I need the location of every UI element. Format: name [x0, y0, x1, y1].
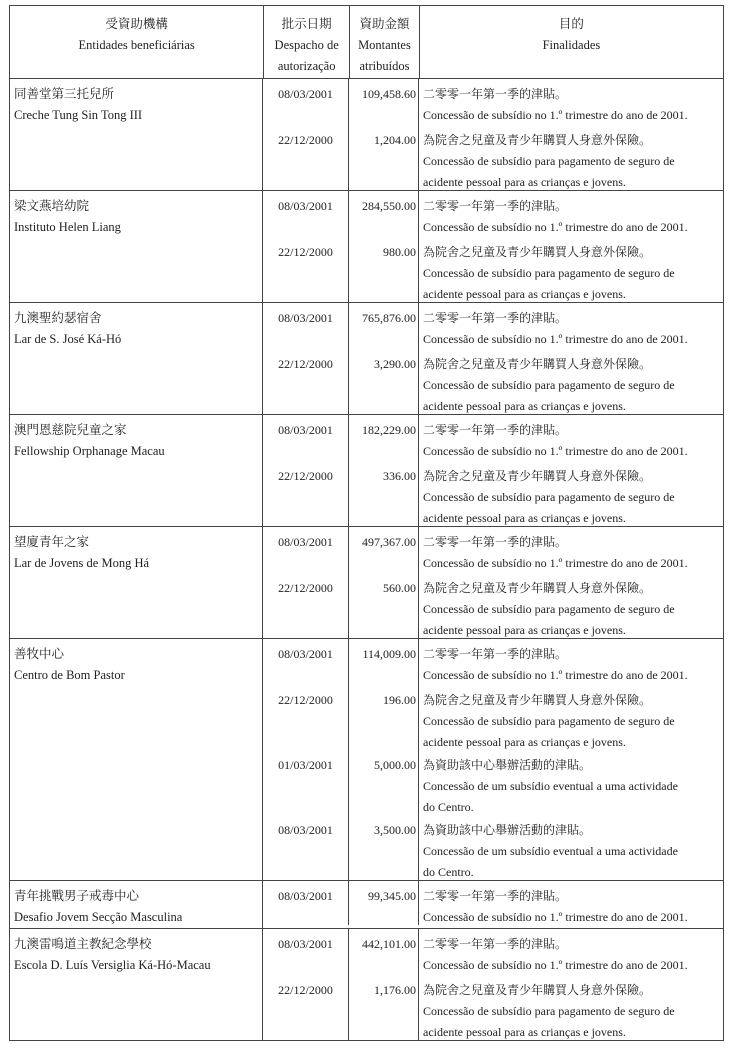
- entity-name-zh: 善牧中心: [14, 647, 65, 661]
- amount-value: 109,458.60: [349, 79, 419, 125]
- purpose-line: acidente pessoal para as crianças e jovens.: [423, 175, 626, 189]
- purpose-line: do Centro.: [423, 800, 474, 814]
- entity-name-zh: 青年挑戰男子戒毒中心: [14, 889, 140, 903]
- purpose-text: [419, 815, 723, 880]
- subsidy-table: [9, 5, 724, 1041]
- dispatch-date: 08/03/2001: [263, 191, 349, 237]
- amount-value: 3,500.00: [349, 815, 419, 880]
- purpose-line: 二零零一年第一季的津貼。: [423, 889, 568, 903]
- purpose-text: [419, 237, 723, 302]
- purpose-text: [419, 79, 723, 125]
- amount-value: 196.00: [349, 685, 419, 750]
- purpose-line: acidente pessoal para as crianças e jovens.: [423, 287, 626, 301]
- entity-name-pt: Escola D. Luís Versiglia Ká-Hó-Macau: [14, 958, 211, 972]
- purpose-line: Concessão de subsídio no 1.º trimestre do ano de 2001.: [423, 668, 688, 682]
- entity-group: [10, 929, 723, 1041]
- purpose-text: [419, 975, 723, 1041]
- dispatch-date: 08/03/2001: [263, 639, 349, 685]
- purpose-line: acidente pessoal para as crianças e jovens.: [423, 399, 626, 413]
- table-row: [263, 191, 723, 237]
- purpose-line: Concessão de subsídio no 1.º trimestre do ano de 2001.: [423, 444, 688, 458]
- purpose-line: Concessão de subsídio para pagamento de seguro de: [423, 1004, 675, 1018]
- purpose-line: acidente pessoal para as crianças e jovens.: [423, 1025, 626, 1039]
- purpose-line: Concessão de subsídio no 1.º trimestre do ano de 2001.: [423, 220, 688, 234]
- purpose-line: 二零零一年第一季的津貼。: [423, 199, 568, 213]
- header-amount: [350, 6, 420, 78]
- purpose-text: [419, 303, 723, 349]
- purpose-text: [419, 461, 723, 526]
- purpose-text: [419, 881, 723, 925]
- purpose-line: 為院舍之兒童及青少年購買人身意外保險。: [423, 983, 652, 997]
- table-row: [263, 929, 723, 975]
- purpose-text: [419, 639, 723, 685]
- table-row: [263, 303, 723, 349]
- purpose-line: Concessão de subsídio no 1.º trimestre do ano de 2001.: [423, 332, 688, 346]
- dispatch-date: 22/12/2000: [263, 461, 349, 526]
- purpose-line: Concessão de subsídio para pagamento de seguro de: [423, 714, 675, 728]
- dispatch-date: 22/12/2000: [263, 685, 349, 750]
- table-body: [10, 79, 723, 1041]
- table-row: [263, 881, 723, 925]
- header-entities: [10, 6, 264, 78]
- table-row: [263, 415, 723, 461]
- amount-value: 284,550.00: [349, 191, 419, 237]
- purpose-text: [419, 750, 723, 815]
- entity-name-zh: 九澳雷鳴道主教紀念學校: [14, 937, 152, 951]
- entity-name-pt: Desafio Jovem Secção Masculina: [14, 910, 183, 924]
- entity-name-pt: Centro de Bom Pastor: [14, 668, 125, 682]
- amount-value: 99,345.00: [349, 881, 419, 925]
- amount-value: 336.00: [349, 461, 419, 526]
- header-amount-pt1: Montantes: [358, 38, 411, 52]
- purpose-line: 為資助該中心舉辦活動的津貼。: [423, 823, 592, 837]
- amount-value: 3,290.00: [349, 349, 419, 414]
- entity-name-pt: Fellowship Orphanage Macau: [14, 444, 165, 458]
- table-row: [263, 79, 723, 125]
- amount-value: 5,000.00: [349, 750, 419, 815]
- purpose-line: 為院舍之兒童及青少年購買人身意外保險。: [423, 245, 652, 259]
- entity-group: [10, 527, 723, 639]
- dispatch-date: 22/12/2000: [263, 349, 349, 414]
- purpose-line: 為資助該中心舉辦活動的津貼。: [423, 758, 592, 772]
- amount-value: 980.00: [349, 237, 419, 302]
- purpose-line: 為院舍之兒童及青少年購買人身意外保險。: [423, 581, 652, 595]
- header-purpose: [420, 6, 723, 78]
- purpose-line: 為院舍之兒童及青少年購買人身意外保險。: [423, 133, 652, 147]
- entity-name: [10, 527, 263, 638]
- table-row: [263, 750, 723, 815]
- purpose-line: Concessão de subsídio no 1.º trimestre do ano de 2001.: [423, 556, 688, 570]
- entity-group: [10, 303, 723, 415]
- purpose-text: [419, 527, 723, 573]
- table-row: [263, 815, 723, 880]
- header-entities-pt: Entidades beneficiárias: [78, 38, 195, 52]
- purpose-line: 為院舍之兒童及青少年購買人身意外保險。: [423, 693, 652, 707]
- entity-group: [10, 415, 723, 527]
- dispatch-date: 22/12/2000: [263, 975, 349, 1041]
- purpose-line: Concessão de um subsídio eventual a uma actividade: [423, 779, 678, 793]
- header-date-pt1: Despacho de: [274, 38, 339, 52]
- entity-group: [10, 639, 723, 881]
- amount-value: 560.00: [349, 573, 419, 638]
- purpose-line: 二零零一年第一季的津貼。: [423, 937, 568, 951]
- dispatch-date: 08/03/2001: [263, 527, 349, 573]
- dispatch-date: 01/03/2001: [263, 750, 349, 815]
- entity-group: [10, 191, 723, 303]
- purpose-line: Concessão de subsídio no 1.º trimestre do ano de 2001.: [423, 108, 688, 122]
- entity-name: [10, 303, 263, 414]
- entity-name: [10, 881, 263, 928]
- header-date-pt2: autorização: [277, 59, 336, 73]
- table-row: [263, 527, 723, 573]
- entity-name: [10, 79, 263, 190]
- dispatch-date: 08/03/2001: [263, 415, 349, 461]
- dispatch-date: 08/03/2001: [263, 929, 349, 975]
- table-row: [263, 461, 723, 526]
- purpose-line: 二零零一年第一季的津貼。: [423, 647, 568, 661]
- purpose-line: acidente pessoal para as crianças e jovens.: [423, 623, 626, 637]
- purpose-line: 二零零一年第一季的津貼。: [423, 87, 568, 101]
- table-row: [263, 125, 723, 190]
- amount-value: 114,009.00: [349, 639, 419, 685]
- purpose-line: acidente pessoal para as crianças e jovens.: [423, 511, 626, 525]
- purpose-text: [419, 415, 723, 461]
- header-amount-pt2: atribuídos: [359, 59, 410, 73]
- entity-group: [10, 881, 723, 929]
- entity-name-pt: Instituto Helen Liang: [14, 220, 121, 234]
- amount-value: 442,101.00: [349, 929, 419, 975]
- purpose-line: Concessão de subsídio para pagamento de seguro de: [423, 490, 675, 504]
- purpose-line: 二零零一年第一季的津貼。: [423, 311, 568, 325]
- dispatch-date: 22/12/2000: [263, 573, 349, 638]
- table-row: [263, 685, 723, 750]
- purpose-line: 二零零一年第一季的津貼。: [423, 423, 568, 437]
- purpose-line: 為院舍之兒童及青少年購買人身意外保險。: [423, 357, 652, 371]
- header-purpose-pt: Finalidades: [542, 38, 601, 52]
- purpose-text: [419, 191, 723, 237]
- purpose-line: Concessão de subsídio no 1.º trimestre do ano de 2001.: [423, 958, 688, 972]
- entity-name: [10, 639, 263, 880]
- table-row: [263, 639, 723, 685]
- dispatch-date: 08/03/2001: [263, 303, 349, 349]
- purpose-line: acidente pessoal para as crianças e jovens.: [423, 735, 626, 749]
- dispatch-date: 08/03/2001: [263, 79, 349, 125]
- amount-value: 1,176.00: [349, 975, 419, 1041]
- purpose-text: [419, 573, 723, 638]
- dispatch-date: 22/12/2000: [263, 125, 349, 190]
- amount-value: 182,229.00: [349, 415, 419, 461]
- table-row: [263, 975, 723, 1041]
- header-amount-zh: 資助金額: [359, 17, 410, 31]
- header-date-zh: 批示日期: [281, 17, 332, 31]
- purpose-line: Concessão de subsídio para pagamento de seguro de: [423, 602, 675, 616]
- entity-name-pt: Lar de Jovens de Mong Há: [14, 556, 150, 570]
- purpose-text: [419, 349, 723, 414]
- dispatch-date: 22/12/2000: [263, 237, 349, 302]
- header-date: [264, 6, 350, 78]
- amount-value: 497,367.00: [349, 527, 419, 573]
- table-row: [263, 237, 723, 302]
- purpose-line: 二零零一年第一季的津貼。: [423, 535, 568, 549]
- entity-name: [10, 415, 263, 526]
- purpose-line: Concessão de subsídio para pagamento de seguro de: [423, 154, 675, 168]
- entity-name-pt: Creche Tung Sin Tong III: [14, 108, 143, 122]
- dispatch-date: 08/03/2001: [263, 881, 349, 925]
- entity-name: [10, 929, 263, 1041]
- dispatch-date: 08/03/2001: [263, 815, 349, 880]
- purpose-line: do Centro.: [423, 865, 474, 879]
- amount-value: 1,204.00: [349, 125, 419, 190]
- purpose-line: Concessão de subsídio para pagamento de seguro de: [423, 266, 675, 280]
- table-row: [263, 349, 723, 414]
- entity-name: [10, 191, 263, 302]
- entity-name-zh: 同善堂第三托兒所: [14, 87, 115, 101]
- purpose-text: [419, 685, 723, 750]
- entity-name-zh: 梁文燕培幼院: [14, 199, 90, 213]
- entity-name-pt: Lar de S. José Ká-Hó: [14, 332, 122, 346]
- header-purpose-zh: 目的: [558, 17, 584, 31]
- purpose-line: Concessão de subsídio no 1.º trimestre do ano de 2001.: [423, 910, 688, 924]
- purpose-line: Concessão de um subsídio eventual a uma actividade: [423, 844, 678, 858]
- entity-name-zh: 澳門恩慈院兒童之家: [14, 423, 127, 437]
- purpose-text: [419, 929, 723, 975]
- purpose-line: 為院舍之兒童及青少年購買人身意外保險。: [423, 469, 652, 483]
- header-entities-zh: 受資助機構: [105, 17, 168, 31]
- table-header: [10, 6, 723, 79]
- entity-name-zh: 九澳聖約瑟宿舍: [14, 311, 102, 325]
- purpose-text: [419, 125, 723, 190]
- entity-name-zh: 望廈青年之家: [14, 535, 90, 549]
- amount-value: 765,876.00: [349, 303, 419, 349]
- purpose-line: Concessão de subsídio para pagamento de seguro de: [423, 378, 675, 392]
- entity-group: [10, 79, 723, 191]
- table-row: [263, 573, 723, 638]
